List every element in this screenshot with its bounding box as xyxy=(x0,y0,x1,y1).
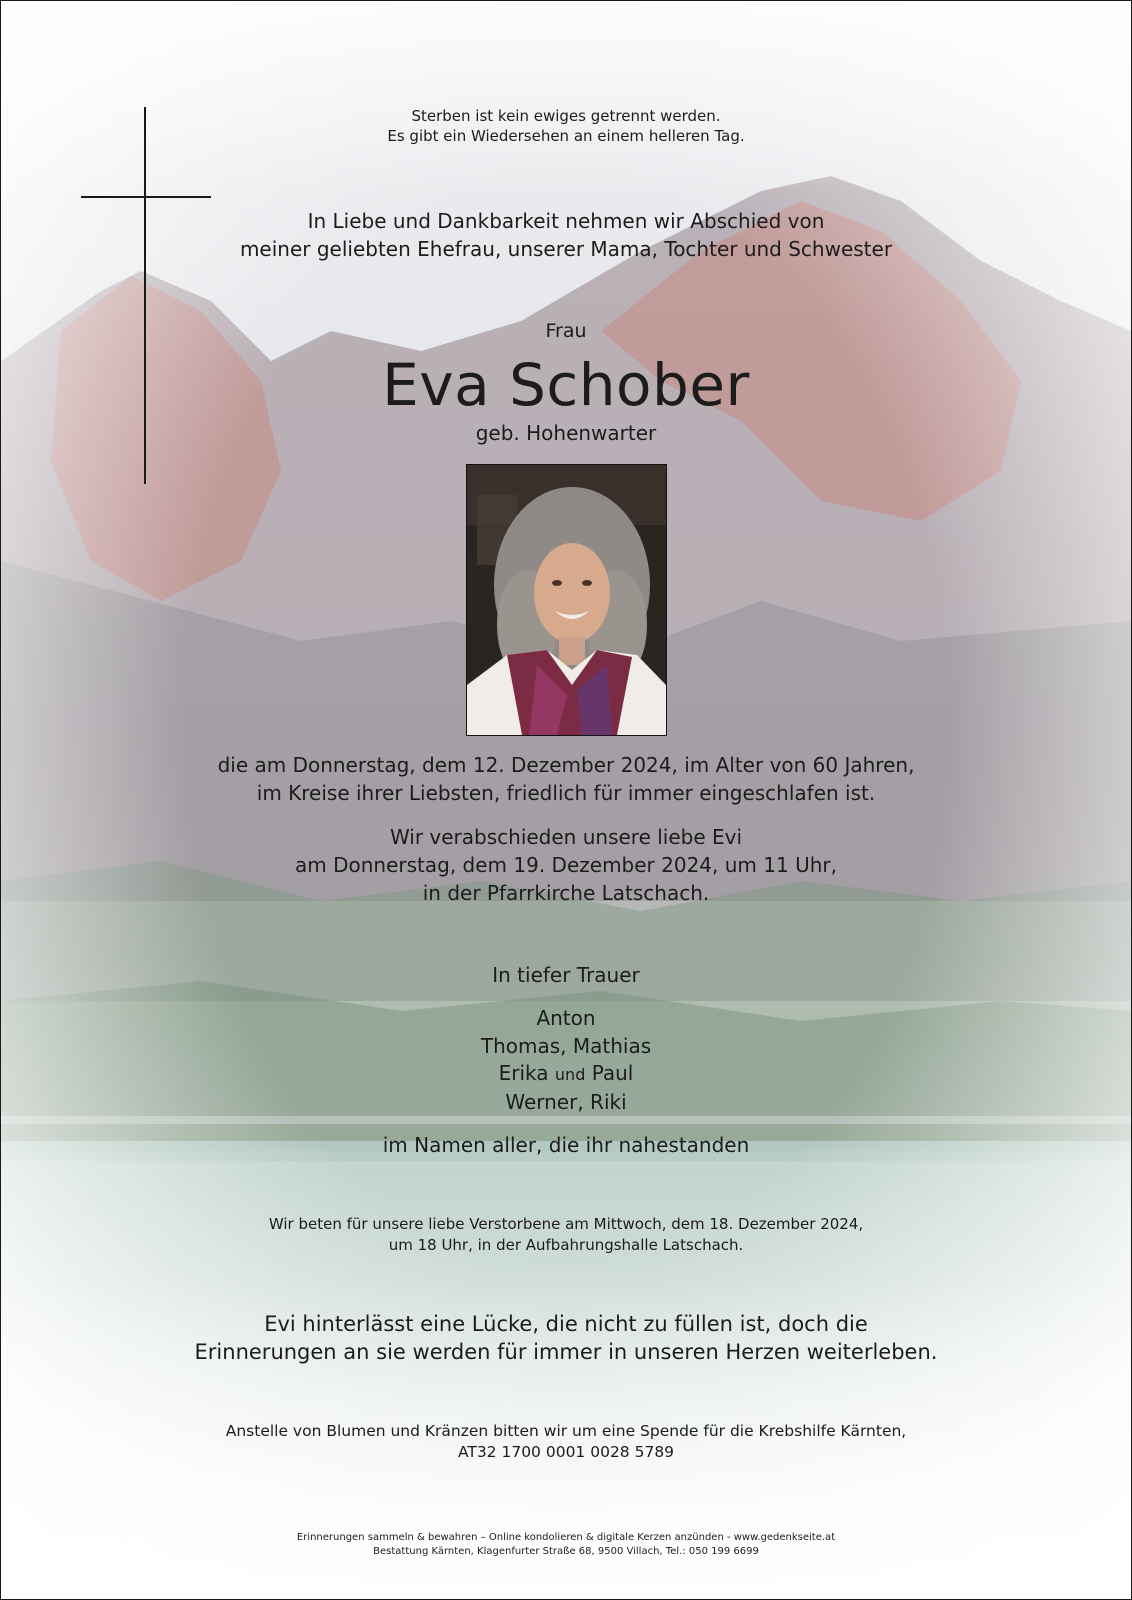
name-prefix: Frau xyxy=(545,320,587,342)
family-member: Werner, Riki xyxy=(505,1089,627,1114)
family-member xyxy=(1,1060,1131,1089)
family-conjunction: und xyxy=(554,1065,586,1084)
intro-line: meiner geliebten Ehefrau, unserer Mama, Tochter und Schwester xyxy=(239,237,893,261)
on-behalf-text: im Namen aller, die ihr nahestanden xyxy=(382,1133,750,1157)
prayer-line: Wir beten für unsere liebe Verstorbene am Mittwoch, dem 18. Dezember 2024, xyxy=(268,1215,864,1233)
funeral-line: Wir verabschieden unsere liebe Evi xyxy=(389,825,743,849)
prayer-notice xyxy=(1,1214,1131,1256)
motto xyxy=(1,106,1131,146)
funeral-line: am Donnerstag, dem 19. Dezember 2024, um 11 Uhr, xyxy=(295,853,837,877)
memory-line: Evi hinterlässt eine Lücke, die nicht zu füllen ist, doch die xyxy=(264,1312,868,1336)
donation-iban: AT32 1700 0001 0028 5789 xyxy=(457,1443,675,1461)
memory-line: Erinnerungen an sie werden für immer in unseren Herzen weiterleben. xyxy=(194,1340,938,1364)
intro-line: In Liebe und Dankbarkeit nehmen wir Abschied von xyxy=(307,209,825,233)
memory-quote xyxy=(1,1310,1131,1366)
family-name: Paul xyxy=(591,1061,634,1085)
footer-line: Bestattung Kärnten, Klagenfurter Straße 68, 9500 Villach, Tel.: 050 199 6699 xyxy=(373,1546,759,1557)
family-list xyxy=(1,1005,1131,1116)
family-name: Erika xyxy=(498,1061,549,1085)
footer-line: Erinnerungen sammeln & bewahren – Online kondolieren & digitale Kerzen anzünden - www.gedenkseite.at xyxy=(296,1532,836,1543)
motto-line: Es gibt ein Wiedersehen an einem helleren Tag. xyxy=(387,127,745,145)
mourning-label: In tiefer Trauer xyxy=(492,963,640,987)
portrait-photo xyxy=(466,464,667,736)
donation-line: Anstelle von Blumen und Kränzen bitten wir um eine Spende für die Krebshilfe Kärnten, xyxy=(225,1422,907,1440)
donation-request xyxy=(1,1421,1131,1463)
motto-line: Sterben ist kein ewiges getrennt werden. xyxy=(411,107,721,125)
death-notice xyxy=(1,751,1131,807)
death-notice-line: die am Donnerstag, dem 12. Dezember 2024, im Alter von 60 Jahren, xyxy=(217,753,915,777)
cross-horizontal-bar xyxy=(81,196,211,198)
intro-text xyxy=(1,207,1131,263)
family-member: Thomas, Mathias xyxy=(480,1033,652,1058)
footer xyxy=(1,1531,1131,1559)
family-member: Anton xyxy=(536,1006,596,1030)
prayer-line: um 18 Uhr, in der Aufbahrungshalle Latschach. xyxy=(388,1236,744,1254)
funeral-notice xyxy=(1,823,1131,907)
funeral-line: in der Pfarrkirche Latschach. xyxy=(422,881,710,905)
death-notice-line: im Kreise ihrer Liebsten, friedlich für immer eingeschlafen ist. xyxy=(256,781,876,805)
birth-name: geb. Hohenwarter xyxy=(475,421,657,445)
deceased-name: Eva Schober xyxy=(382,351,750,419)
